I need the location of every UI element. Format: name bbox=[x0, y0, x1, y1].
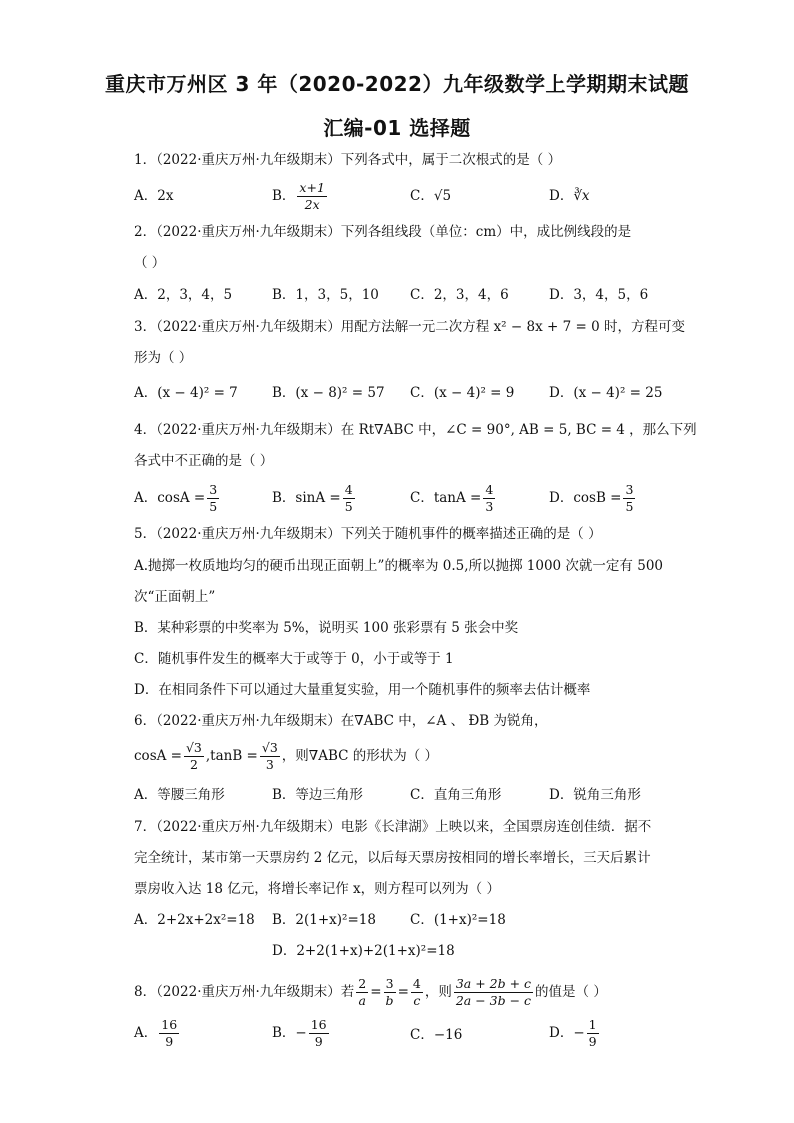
question-6-condition: cosA = $\frac{√3}{2}$ ,tanB = $\frac{√3}{3}$ ，则∇ABC 的形状为（ ） bbox=[134, 740, 439, 772]
question-8-option-b: B．− $\frac{16}{9}$ bbox=[272, 1017, 327, 1049]
question-7-stem-line3: 票房收入达 18 亿元，将增长率记作 x，则方程可以列为（ ） bbox=[134, 881, 500, 897]
question-2-stem-line1: 2．（2022·重庆万州·九年级期末）下列各组线段（单位：cm）中，成比例线段的是 bbox=[134, 224, 632, 240]
question-3-option-c: C．(x − 4)² = 9 bbox=[410, 385, 515, 401]
question-4-option-c: C．tanA = $\frac{4}{3}$ bbox=[410, 482, 494, 514]
question-7-option-a: A．2+2x+2x²=18 bbox=[134, 912, 255, 928]
question-5-option-a-line1: A.抛掷一枚质地均匀的硬币出现正面朝上”的概率为 0.5,所以抛掷 1000 次就一定有 500 bbox=[134, 558, 663, 574]
question-6-stem-line1: 6．（2022·重庆万州·九年级期末）在∇ABC 中，∠A 、 ÐB 为锐角， bbox=[134, 713, 548, 729]
question-1-stem: 1．（2022·重庆万州·九年级期末）下列各式中，属于二次根式的是（ ） bbox=[134, 152, 562, 168]
question-1-option-c: C．√5 bbox=[410, 188, 452, 204]
question-3-stem-line2: 形为（ ） bbox=[134, 350, 193, 366]
question-3-option-b: B．(x − 8)² = 57 bbox=[272, 385, 385, 401]
question-6-option-b: B．等边三角形 bbox=[272, 787, 363, 803]
question-2-option-a: A．2，3，4，5 bbox=[134, 287, 233, 303]
question-8-option-a: A． $\frac{16}{9}$ bbox=[134, 1017, 178, 1049]
question-8-stem: 8．（2022·重庆万州·九年级期末）若 $\frac{2}{a}$ = $\frac{3}{b}$ = $\frac{4}{c}$ ，则 $\frac{3a + 2b + c}{2a - 3b - c}$ 的值是（ ） bbox=[134, 976, 607, 1008]
question-5-option-d: D．在相同条件下可以通过大量重复实验，用一个随机事件的频率去估计概率 bbox=[134, 682, 591, 698]
question-7-stem-line1: 7．（2022·重庆万州·九年级期末）电影《长津湖》上映以来，全国票房连创佳绩．据不 bbox=[134, 819, 652, 835]
question-3-option-a: A．(x − 4)² = 7 bbox=[134, 385, 238, 401]
question-3-stem-line1: 3．（2022·重庆万州·九年级期末）用配方法解一元二次方程 x² − 8x + 7 = 0 时，方程可变 bbox=[134, 319, 685, 335]
question-3-option-d: D．(x − 4)² = 25 bbox=[549, 385, 663, 401]
question-4-stem-line1: 4．（2022·重庆万州·九年级期末）在 Rt∇ABC 中，∠C = 90°, AB = 5, BC = 4 ，那么下列 bbox=[134, 422, 697, 438]
question-4-option-b: B．sinA = $\frac{4}{5}$ bbox=[272, 482, 353, 514]
question-5-option-a-line2: 次“正面朝上” bbox=[134, 589, 216, 605]
question-6-option-a: A．等腰三角形 bbox=[134, 787, 225, 803]
doc-title-line1: 重庆市万州区 3 年（2020-2022）九年级数学上学期期末试题 bbox=[105, 72, 689, 96]
question-1-option-d: D．∛x bbox=[549, 188, 590, 204]
question-7-option-d: D．2+2(1+x)+2(1+x)²=18 bbox=[272, 943, 455, 959]
question-5-option-b: B．某种彩票的中奖率为 5%，说明买 100 张彩票有 5 张会中奖 bbox=[134, 620, 519, 636]
doc-title-line2: 汇编-01 选择题 bbox=[323, 116, 471, 140]
question-2-option-b: B．1，3，5，10 bbox=[272, 287, 379, 303]
question-2-stem-line2: （ ） bbox=[134, 255, 166, 271]
question-7-option-c: C．(1+x)²=18 bbox=[410, 912, 506, 928]
question-5-option-c: C．随机事件发生的概率大于或等于 0，小于或等于 1 bbox=[134, 651, 454, 667]
question-8-option-d: D．− $\frac{1}{9}$ bbox=[549, 1017, 597, 1049]
question-1-option-b: B． $\frac{x+1}{2x}$ bbox=[272, 180, 325, 212]
question-4-option-a: A．cosA = $\frac{3}{5}$ bbox=[134, 482, 218, 514]
question-2-option-c: C．2，3，4，6 bbox=[410, 287, 509, 303]
question-4-option-d: D．cosB = $\frac{3}{5}$ bbox=[549, 482, 634, 514]
question-2-option-d: D．3，4，5，6 bbox=[549, 287, 649, 303]
question-8-option-c: C．−16 bbox=[410, 1027, 463, 1043]
question-1-option-a: A．2x bbox=[134, 188, 174, 204]
question-4-stem-line2: 各式中不正确的是（ ） bbox=[134, 453, 274, 469]
question-7-option-b: B．2(1+x)²=18 bbox=[272, 912, 376, 928]
question-5-stem: 5．（2022·重庆万州·九年级期末）下列关于随机事件的概率描述正确的是（ ） bbox=[134, 526, 602, 542]
question-6-option-c: C．直角三角形 bbox=[410, 787, 502, 803]
question-6-option-d: D．锐角三角形 bbox=[549, 787, 641, 803]
question-7-stem-line2: 完全统计，某市第一天票房约 2 亿元，以后每天票房按相同的增长率增长，三天后累计 bbox=[134, 850, 651, 866]
